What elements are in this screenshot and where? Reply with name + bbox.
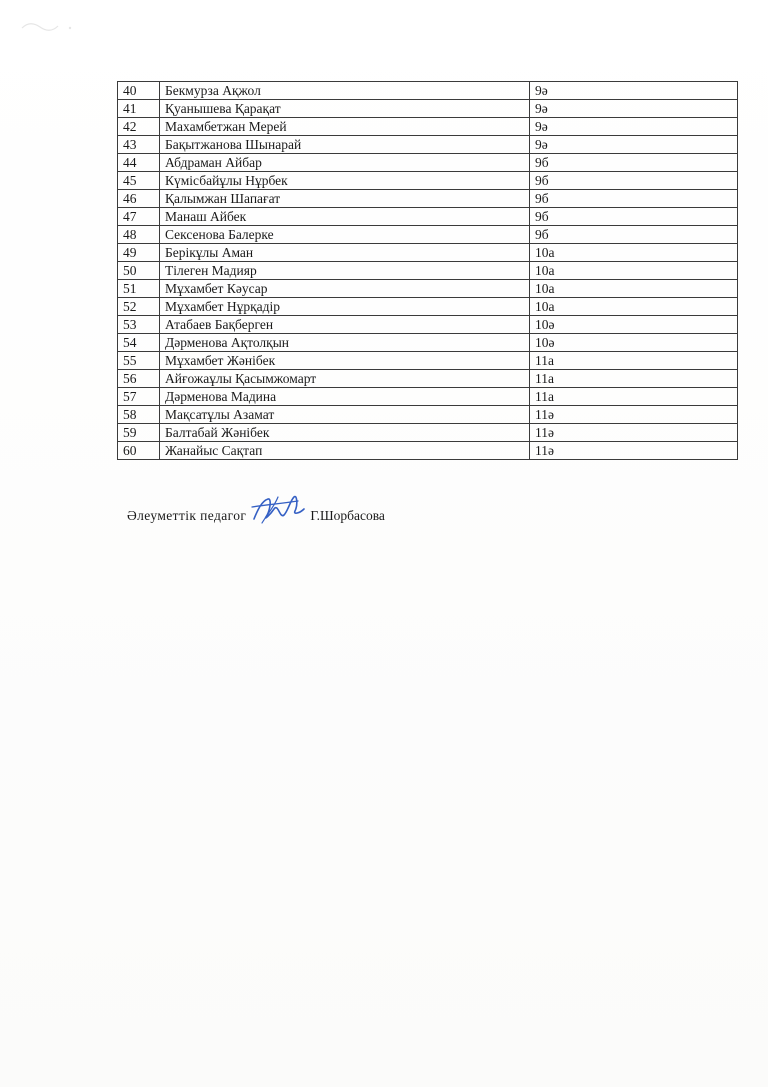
class-cell: 9б	[530, 208, 738, 226]
class-cell: 9ә	[530, 100, 738, 118]
student-name-cell: Жанайыс Сақтап	[160, 442, 530, 460]
class-cell: 11а	[530, 352, 738, 370]
class-cell: 10а	[530, 280, 738, 298]
table-row	[118, 100, 738, 118]
student-name-cell: Абдраман Айбар	[160, 154, 530, 172]
class-cell: 9ә	[530, 136, 738, 154]
student-name-cell: Мақсатұлы Азамат	[160, 406, 530, 424]
row-number-cell: 43	[118, 136, 160, 154]
student-name-cell: Мұхамбет Жәнібек	[160, 352, 530, 370]
student-name-cell: Мұхамбет Нұрқадір	[160, 298, 530, 316]
table-row	[118, 352, 738, 370]
class-cell: 9ә	[530, 118, 738, 136]
roster-table-body	[118, 82, 738, 460]
class-cell: 9б	[530, 154, 738, 172]
class-cell: 10ә	[530, 334, 738, 352]
class-cell: 11а	[530, 388, 738, 406]
row-number-cell: 58	[118, 406, 160, 424]
row-number-cell: 59	[118, 424, 160, 442]
row-number-cell: 48	[118, 226, 160, 244]
student-name-cell: Қалымжан Шапағат	[160, 190, 530, 208]
table-row	[118, 190, 738, 208]
student-name-cell: Дәрменова Ақтолқын	[160, 334, 530, 352]
row-number-cell: 51	[118, 280, 160, 298]
scan-artifact-icon	[18, 14, 88, 38]
table-row	[118, 316, 738, 334]
table-row	[118, 334, 738, 352]
student-name-cell: Махамбетжан Мерей	[160, 118, 530, 136]
student-name-cell: Бақытжанова Шынарай	[160, 136, 530, 154]
student-roster-table	[117, 81, 738, 460]
row-number-cell: 50	[118, 262, 160, 280]
table-row	[118, 118, 738, 136]
signature-block	[127, 503, 385, 529]
table-row	[118, 298, 738, 316]
class-cell: 11ә	[530, 424, 738, 442]
signer-name: Г.Шорбасова	[310, 508, 385, 523]
student-name-cell: Айғожаұлы Қасымжомарт	[160, 370, 530, 388]
student-name-cell: Манаш Айбек	[160, 208, 530, 226]
table-row	[118, 244, 738, 262]
table-row	[118, 370, 738, 388]
row-number-cell: 52	[118, 298, 160, 316]
signer-role: Әлеуметтік педагог	[127, 508, 247, 523]
row-number-cell: 60	[118, 442, 160, 460]
table-row	[118, 208, 738, 226]
class-cell: 9б	[530, 172, 738, 190]
row-number-cell: 53	[118, 316, 160, 334]
class-cell: 10а	[530, 262, 738, 280]
table-row	[118, 388, 738, 406]
row-number-cell: 57	[118, 388, 160, 406]
table-row	[118, 172, 738, 190]
student-name-cell: Бекмурза Ақжол	[160, 82, 530, 100]
student-name-cell: Сексенова Балерке	[160, 226, 530, 244]
class-cell: 11а	[530, 370, 738, 388]
table-row	[118, 280, 738, 298]
student-name-cell: Дәрменова Мадина	[160, 388, 530, 406]
class-cell: 10ә	[530, 316, 738, 334]
row-number-cell: 47	[118, 208, 160, 226]
row-number-cell: 45	[118, 172, 160, 190]
class-cell: 9б	[530, 226, 738, 244]
student-name-cell: Балтабай Жәнібек	[160, 424, 530, 442]
table-row	[118, 262, 738, 280]
row-number-cell: 42	[118, 118, 160, 136]
row-number-cell: 40	[118, 82, 160, 100]
class-cell: 10а	[530, 244, 738, 262]
table-row	[118, 424, 738, 442]
class-cell: 9ә	[530, 82, 738, 100]
handwritten-signature-icon	[248, 489, 306, 529]
row-number-cell: 41	[118, 100, 160, 118]
student-name-cell: Тілеген Мадияр	[160, 262, 530, 280]
class-cell: 10а	[530, 298, 738, 316]
table-row	[118, 406, 738, 424]
row-number-cell: 44	[118, 154, 160, 172]
table-row	[118, 136, 738, 154]
table-row	[118, 154, 738, 172]
class-cell: 11ә	[530, 442, 738, 460]
student-name-cell: Берікұлы Аман	[160, 244, 530, 262]
row-number-cell: 54	[118, 334, 160, 352]
row-number-cell: 49	[118, 244, 160, 262]
row-number-cell: 56	[118, 370, 160, 388]
student-name-cell: Қуанышева Қарақат	[160, 100, 530, 118]
table-row	[118, 442, 738, 460]
table-row	[118, 226, 738, 244]
student-name-cell: Күмісбайұлы Нұрбек	[160, 172, 530, 190]
student-name-cell: Атабаев Бақберген	[160, 316, 530, 334]
class-cell: 9б	[530, 190, 738, 208]
student-name-cell: Мұхамбет Кәусар	[160, 280, 530, 298]
row-number-cell: 46	[118, 190, 160, 208]
class-cell: 11ә	[530, 406, 738, 424]
table-row	[118, 82, 738, 100]
row-number-cell: 55	[118, 352, 160, 370]
